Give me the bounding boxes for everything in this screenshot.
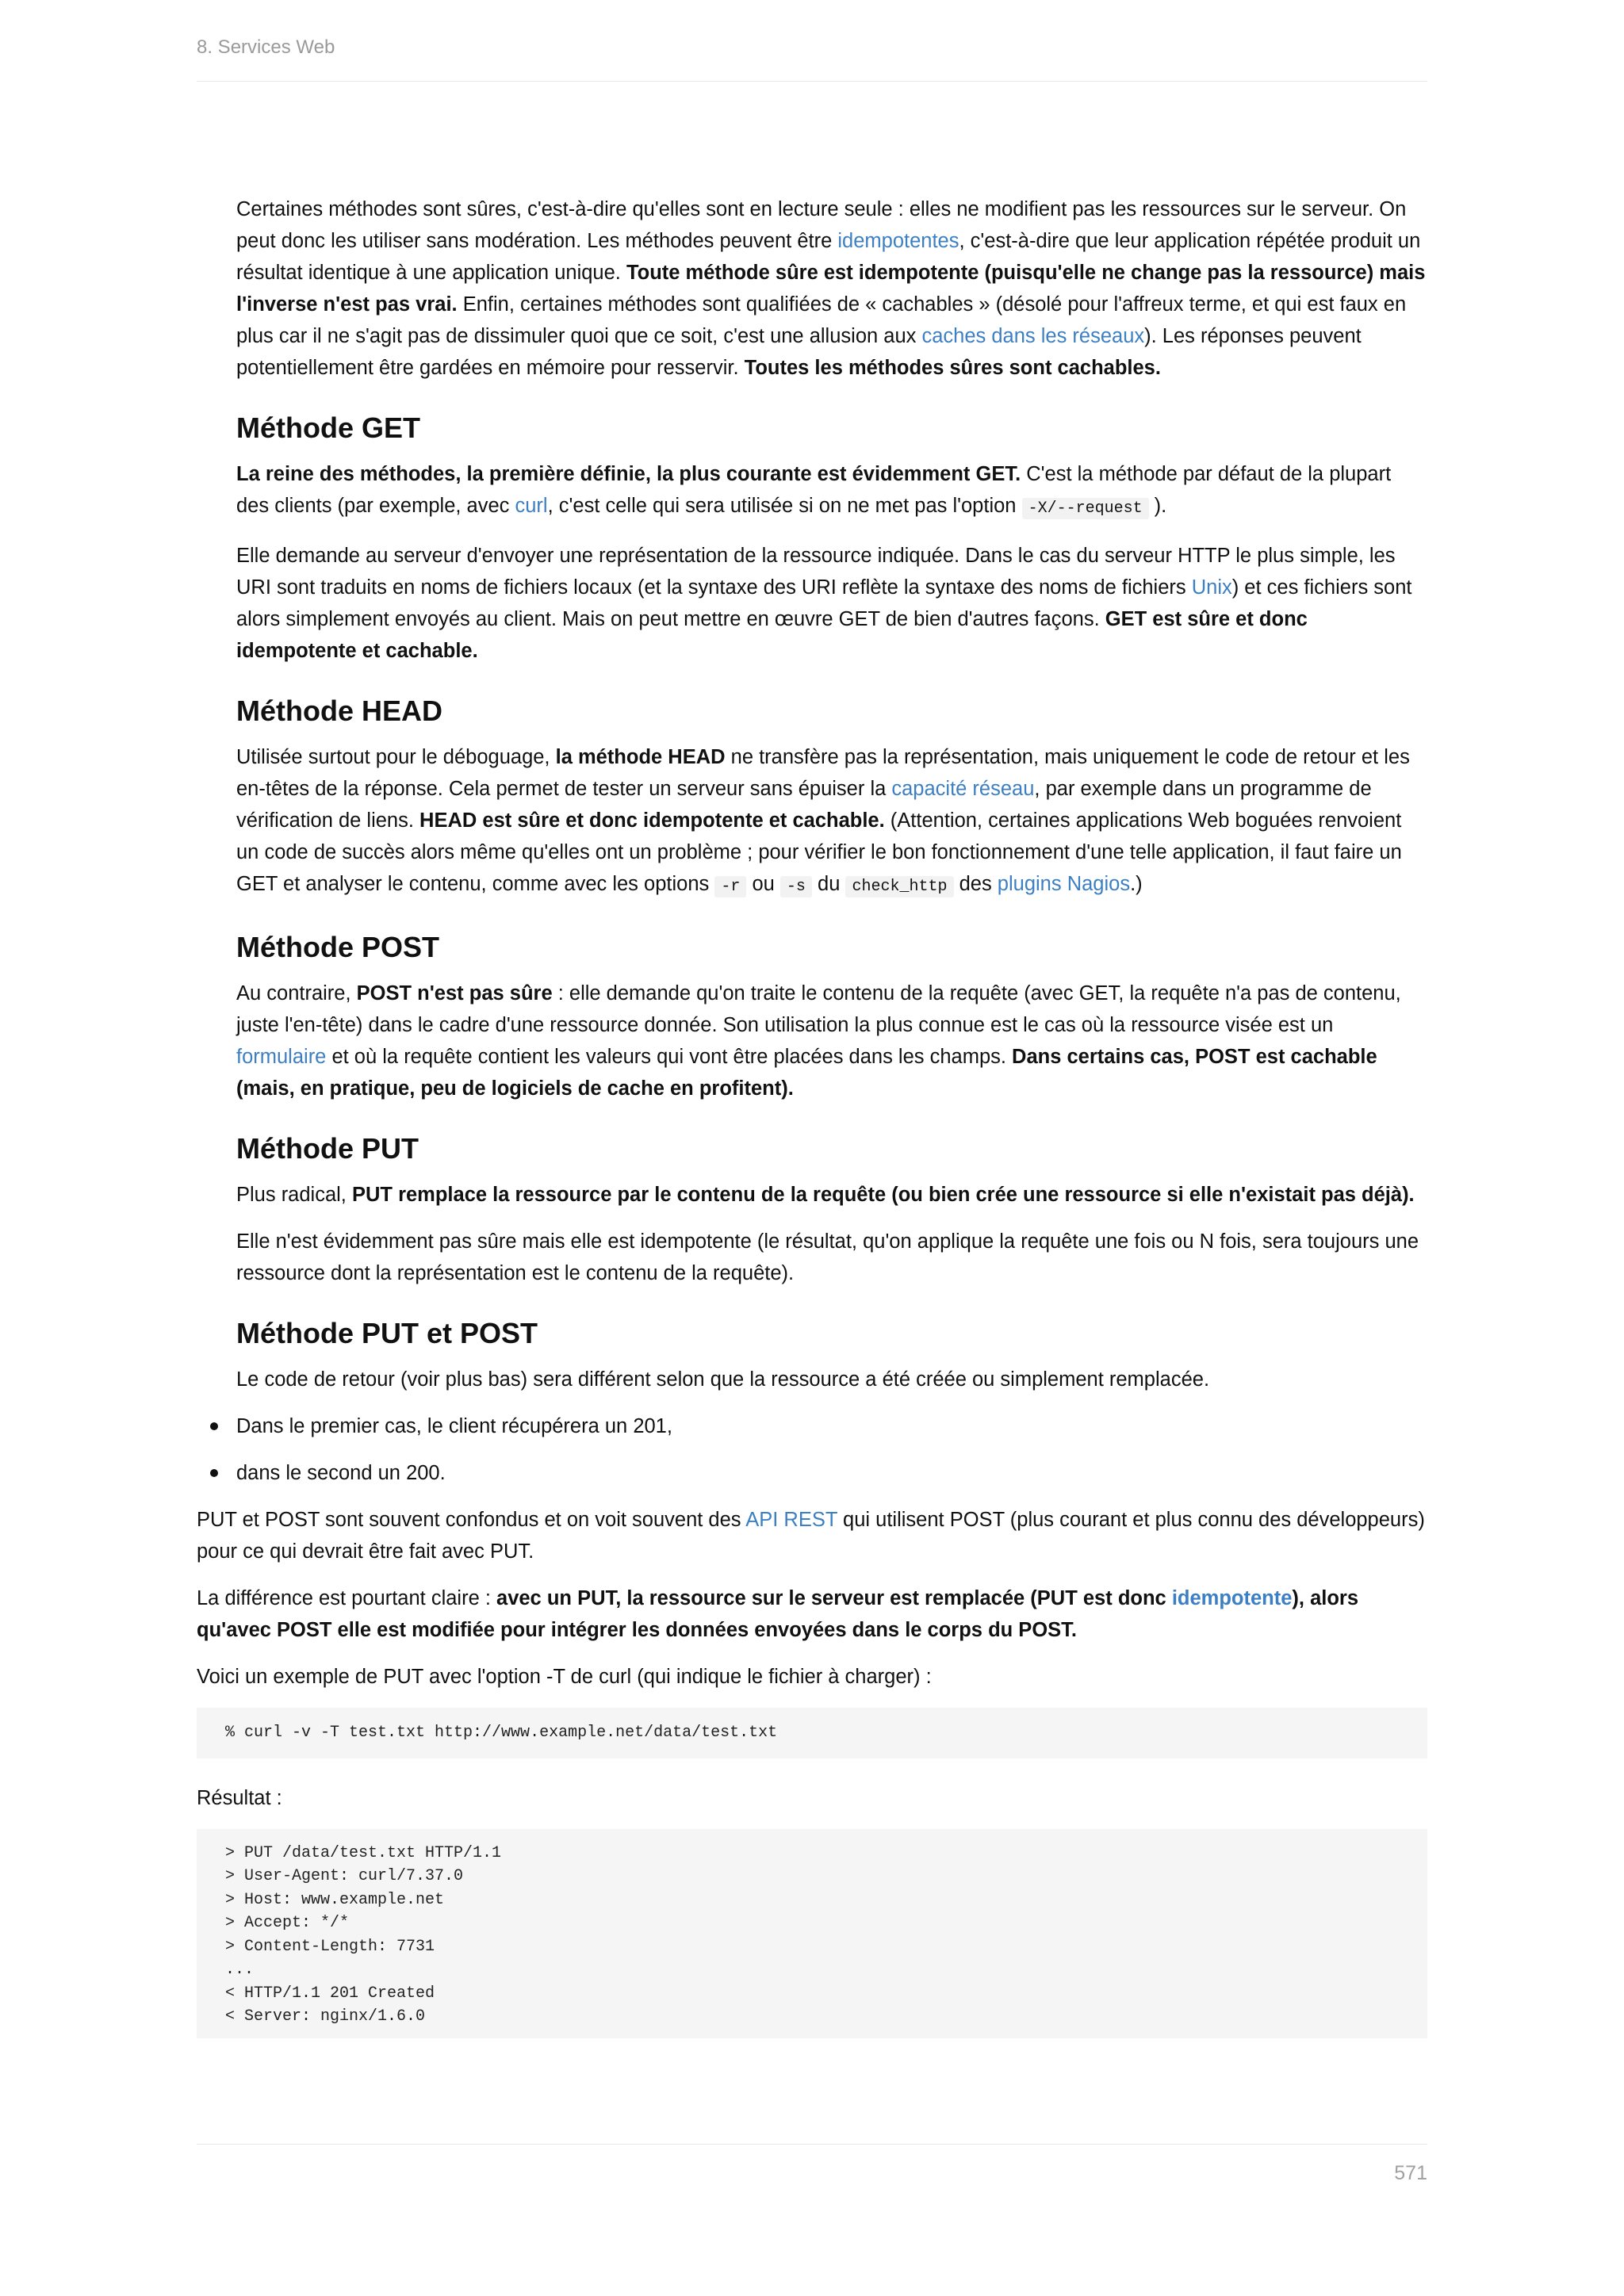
get-text-1: C'est la méthode par défaut de la plupart des clients (par exemple, avec — [236, 463, 1392, 517]
heading-put-post: Méthode PUT et POST — [236, 1317, 538, 1349]
intro-text-1: Certaines méthodes sont sûres, c'est-à-dire qu'elles sont en lecture seule : elles ne modifient pas les ressources sur le serveur. On peut donc les utiliser sans modération. Les méthodes peuvent être — [236, 198, 1407, 252]
post-paragraph — [236, 978, 1427, 1104]
heading-post: Méthode POST — [236, 931, 440, 963]
code-block-http-exchange: > PUT /data/test.txt HTTP/1.1 > User-Agent: curl/7.37.0 > Host: www.example.net > Accept: */* > Content-Length: 7731 ... < HTTP/1.1 201 Created < Server: nginx/1.6.0 — [197, 1829, 1427, 2038]
head-paragraph — [236, 741, 1427, 903]
link-curl[interactable]: curl — [515, 495, 548, 517]
intro-text-3: Enfin, certaines méthodes sont qualifiées de « cachables » (désolé pour l'affreux terme, et qui est faux en plus car il ne s'agit pas de dissimuler quoi que ce soit, c'est une allusion aux — [236, 293, 1407, 347]
link-caches-reseaux[interactable]: caches dans les réseaux — [921, 325, 1145, 347]
head-text-2: ne transfère pas la représentation, mais uniquement le code de retour et les en-têtes de la réponse. Cela permet de tester un serveur sans épuiser la — [236, 746, 1410, 800]
head-text-6: du — [811, 873, 846, 895]
link-idempotente[interactable] — [1172, 1587, 1293, 1609]
head-text-5: ou — [746, 873, 780, 895]
link-unix[interactable]: Unix — [1191, 576, 1232, 599]
get-text-3: ). — [1148, 495, 1167, 517]
put-paragraph-1 — [236, 1179, 1427, 1211]
putpost-paragraph-1: Le code de retour (voir plus bas) sera différent selon que la ressource a été créée ou simplement remplacée. — [236, 1368, 1210, 1391]
putpost-paragraph-4: Voici un exemple de PUT avec l'option -T de curl (qui indique le fichier à charger) : — [197, 1666, 932, 1688]
head-text-3: , par exemple dans un programme de vérification de liens. — [236, 778, 1372, 832]
link-formulaire[interactable]: formulaire — [236, 1046, 327, 1068]
page-number: 571 — [1394, 2162, 1427, 2184]
get-paragraph-2 — [236, 540, 1427, 667]
code-request-option: -X/--request — [1022, 498, 1149, 519]
head-text-7: des — [953, 873, 998, 895]
heading-put: Méthode PUT — [236, 1132, 419, 1165]
intro-text-4: ). Les réponses peuvent potentiellement être gardées en mémoire pour resservir. — [236, 325, 1362, 379]
putpost-paragraph-3 — [197, 1582, 1427, 1646]
intro-bold-2: Toutes les méthodes sûres sont cachables. — [744, 357, 1161, 379]
head-text-4: (Attention, certaines applications Web boguées renvoient un code de succès alors même qu'elles ont un problème ; pour vérifier le bon fonctionnement d'une telle application, il faut faire un GET et analyser le contenu, comme avec les options — [236, 809, 1402, 895]
list-item: dans le second un 200. — [197, 1457, 1427, 1489]
link-idempotentes[interactable]: idempotentes — [837, 230, 959, 252]
putpost-text-3: La différence est pourtant claire : — [197, 1587, 497, 1609]
put-bold-1: PUT remplace la ressource par le contenu de la requête (ou bien crée une ressource si elle n'existait pas déjà). — [351, 1184, 1415, 1206]
get-bold-2: GET est sûre et donc idempotente et cachable. — [236, 608, 1308, 662]
code-check-http: check_http — [845, 876, 953, 897]
putpost-paragraph-2 — [197, 1504, 1427, 1567]
page-header — [197, 36, 1427, 82]
link-capacite-reseau[interactable]: capacité réseau — [891, 778, 1035, 800]
list-item: Dans le premier cas, le client récupérera un 201, — [197, 1410, 1427, 1442]
link-plugins-nagios[interactable]: plugins Nagios — [997, 873, 1131, 895]
putpost-text-1: PUT et POST sont souvent confondus et on voit souvent des — [197, 1509, 746, 1531]
return-code-list — [197, 1410, 1427, 1489]
head-text-1: Utilisée surtout pour le déboguage, — [236, 746, 556, 768]
get-text-2: , c'est celle qui sera utilisée si on ne met pas l'option — [547, 495, 1022, 517]
code-s-option: -s — [780, 876, 812, 897]
post-text-2: : elle demande qu'on traite le contenu de la requête (avec GET, la requête n'a pas de contenu, juste l'en-tête) dans le cadre d'une ressource donnée. Son utilisation la plus connue est le cas où la ressource visée est un — [236, 982, 1401, 1036]
chapter-title: 8. Services Web — [197, 36, 335, 58]
post-text-1: Au contraire, — [236, 982, 357, 1004]
heading-get: Méthode GET — [236, 411, 420, 444]
get-text-5: ) et ces fichiers sont alors simplement envoyés au client. Mais on peut mettre en œuvre GET de bien d'autres façons. — [236, 576, 1412, 630]
heading-head: Méthode HEAD — [236, 695, 442, 727]
link-api-rest[interactable]: API REST — [745, 1509, 837, 1531]
page-content — [197, 193, 1427, 2062]
intro-text-2: , c'est-à-dire que leur application répétée produit un résultat identique à une application unique. — [236, 230, 1421, 284]
get-paragraph-1 — [236, 458, 1427, 525]
head-bold-2: HEAD est sûre et donc idempotente et cachable. — [419, 809, 885, 832]
head-bold-1: la méthode HEAD — [555, 746, 726, 768]
post-text-3: et où la requête contient les valeurs qui vont être placées dans les champs. — [326, 1046, 1013, 1068]
post-bold-2: Dans certains cas, POST est cachable (mais, en pratique, peu de logiciels de cache en profitent). — [236, 1046, 1377, 1100]
page-footer — [197, 2144, 1427, 2184]
putpost-bold-1: avec un PUT, la ressource sur le serveur est remplacée (PUT est donc — [496, 1587, 1172, 1609]
code-block-curl-command: % curl -v -T test.txt http://www.example.net/data/test.txt — [197, 1708, 1427, 1758]
indented-section — [197, 193, 1427, 1395]
get-bold-1: La reine des méthodes, la première définie, la plus courante est évidemment GET. — [236, 463, 1021, 485]
putpost-bold-2: ), alors qu'avec POST elle est modifiée pour intégrer les données envoyées dans le corps du POST. — [197, 1587, 1359, 1641]
intro-paragraph — [236, 193, 1427, 384]
intro-bold-1: Toute méthode sûre est idempotente (puisqu'elle ne change pas la ressource) mais l'inverse n'est pas vrai. — [236, 262, 1426, 316]
head-text-8: .) — [1130, 873, 1143, 895]
get-text-4: Elle demande au serveur d'envoyer une représentation de la ressource indiquée. Dans le cas du serveur HTTP le plus simple, les URI sont traduits en noms de fichiers locaux (et la syntaxe des URI reflète la syntaxe des noms de fichiers — [236, 545, 1396, 599]
putpost-text-2: qui utilisent POST (plus courant et plus connu des développeurs) pour ce qui devrait être fait avec PUT. — [197, 1509, 1425, 1563]
put-text-1: Plus radical, — [236, 1184, 352, 1206]
post-bold-1: POST n'est pas sûre — [356, 982, 553, 1004]
link-idempotente-label: idempotente — [1171, 1587, 1293, 1609]
code-r-option: -r — [714, 876, 746, 897]
result-label: Résultat : — [197, 1786, 282, 1809]
put-paragraph-2: Elle n'est évidemment pas sûre mais elle est idempotente (le résultat, qu'on applique la requête une fois ou N fois, sera toujours une ressource dont la représentation est le contenu de la requête). — [236, 1230, 1419, 1284]
